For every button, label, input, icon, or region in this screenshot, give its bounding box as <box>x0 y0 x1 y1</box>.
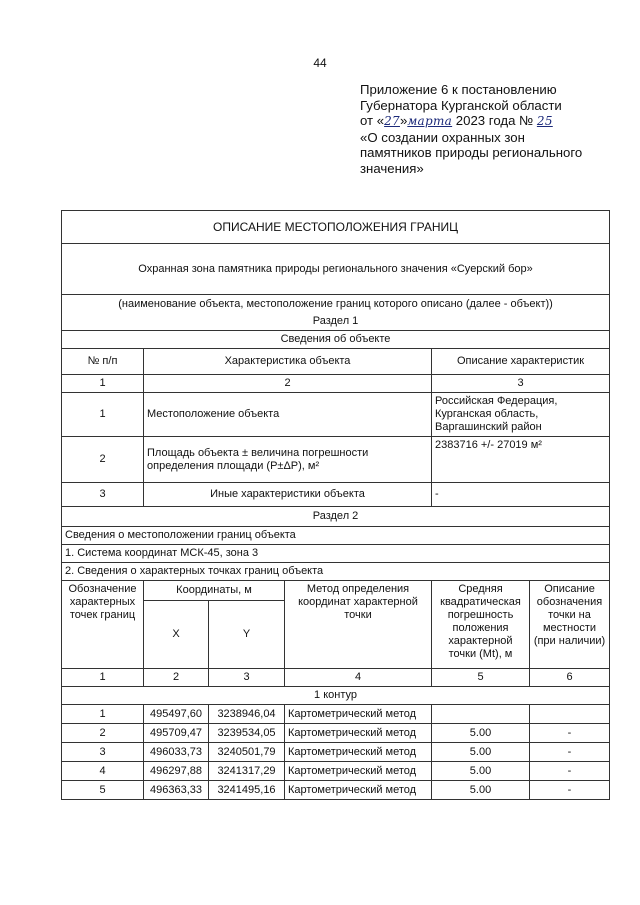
point-error: 5.00 <box>432 743 530 762</box>
object-name: Охранная зона памятника природы регионального значения «Суерский бор» <box>62 244 610 295</box>
s1-colnum-1: 1 <box>62 375 144 393</box>
characteristic-name: Иные характеристики объекта <box>144 483 432 507</box>
appendix-line-6: значения» <box>360 160 424 176</box>
date-prefix: от « <box>360 113 385 128</box>
date-mid: » <box>399 113 408 128</box>
point-method: Картометрический метод <box>285 724 432 743</box>
point-method: Картометрический метод <box>285 705 432 724</box>
point-y: 3241495,16 <box>209 781 285 800</box>
point-row <box>62 743 610 762</box>
header-y: Y <box>209 601 285 669</box>
coordinate-system: 1. Система координат МСК-45, зона 3 <box>62 545 610 563</box>
point-row <box>62 705 610 724</box>
points-title: 2. Сведения о характерных точках границ объекта <box>62 563 610 581</box>
appendix-line-2: Губернатора Курганской области <box>360 97 562 113</box>
point-id: 2 <box>62 724 144 743</box>
point-error: 5.00 <box>432 724 530 743</box>
point-description: - <box>530 743 610 762</box>
section1-title: Раздел 1 <box>62 313 610 331</box>
point-y: 3238946,04 <box>209 705 285 724</box>
s2-colnum-6: 6 <box>530 669 610 687</box>
handwritten-month: марта <box>407 114 453 128</box>
header-error: Средняя квадратическая погрешность положения характерной точки (Mt), м <box>432 581 530 669</box>
point-id: 4 <box>62 762 144 781</box>
point-row <box>62 724 610 743</box>
characteristic-value: Российская Федерация, Курганская область, Варгашинский район <box>432 393 610 437</box>
characteristic-name: Площадь объекта ± величина погрешности определения площади (P±ΔP), м² <box>144 437 432 483</box>
point-x: 495709,47 <box>144 724 209 743</box>
table-row <box>62 483 610 507</box>
characteristic-value: - <box>432 483 610 507</box>
s1-header-characteristic: Характеристика объекта <box>144 349 432 375</box>
characteristic-name: Местоположение объекта <box>144 393 432 437</box>
handwritten-number: 25 <box>536 114 553 128</box>
s1-colnum-2: 2 <box>144 375 432 393</box>
point-description: - <box>530 724 610 743</box>
s1-colnum-3: 3 <box>432 375 610 393</box>
header-coordinates: Координаты, м <box>144 581 285 601</box>
header-description: Описание обозначения точки на местности (при наличии) <box>530 581 610 669</box>
point-description <box>530 705 610 724</box>
appendix-header <box>360 82 630 176</box>
point-x: 496033,73 <box>144 743 209 762</box>
section2-subtitle: Сведения о местоположении границ объекта <box>62 527 610 545</box>
contour-label: 1 контур <box>62 687 610 705</box>
s2-colnum-4: 4 <box>285 669 432 687</box>
s2-colnum-3: 3 <box>209 669 285 687</box>
row-number: 2 <box>62 437 144 483</box>
point-method: Картометрический метод <box>285 781 432 800</box>
point-error: 5.00 <box>432 781 530 800</box>
row-number: 1 <box>62 393 144 437</box>
table-row <box>62 437 610 483</box>
point-error <box>432 705 530 724</box>
handwritten-day: 27 <box>384 114 400 128</box>
s2-colnum-5: 5 <box>432 669 530 687</box>
page-number: 44 <box>313 56 327 70</box>
point-row <box>62 781 610 800</box>
appendix-line-5: памятников природы регионального <box>360 145 583 160</box>
s2-colnum-2: 2 <box>144 669 209 687</box>
point-id: 5 <box>62 781 144 800</box>
header-designation: Обозначение характерных точек границ <box>62 581 144 669</box>
characteristic-value: 2383716 +/- 27019 м² <box>432 437 610 483</box>
point-description: - <box>530 762 610 781</box>
s2-colnum-1: 1 <box>62 669 144 687</box>
boundary-description-table <box>61 210 610 800</box>
point-x: 496363,33 <box>144 781 209 800</box>
section1-subtitle: Сведения об объекте <box>62 331 610 349</box>
object-caption: (наименование объекта, местоположение границ которого описано (далее - объект)) <box>62 295 610 314</box>
appendix-date-line <box>360 113 630 130</box>
row-number: 3 <box>62 483 144 507</box>
header-x: X <box>144 601 209 669</box>
point-error: 5.00 <box>432 762 530 781</box>
point-method: Картометрический метод <box>285 743 432 762</box>
point-description: - <box>530 781 610 800</box>
point-y: 3239534,05 <box>209 724 285 743</box>
point-method: Картометрический метод <box>285 762 432 781</box>
s1-header-description: Описание характеристик <box>432 349 610 375</box>
doc-title: ОПИСАНИЕ МЕСТОПОЛОЖЕНИЯ ГРАНИЦ <box>62 211 610 244</box>
header-method: Метод определения координат характерной точки <box>285 581 432 669</box>
section2-title: Раздел 2 <box>62 507 610 527</box>
appendix-line-4: «О создании охранных зон <box>360 129 525 145</box>
point-x: 495497,60 <box>144 705 209 724</box>
point-id: 1 <box>62 705 144 724</box>
appendix-line-1: Приложение 6 к постановлению <box>360 82 557 97</box>
table-row <box>62 393 610 437</box>
s1-header-num: № п/п <box>62 349 144 375</box>
point-y: 3241317,29 <box>209 762 285 781</box>
point-row <box>62 762 610 781</box>
date-year: 2023 года № <box>452 113 534 128</box>
point-x: 496297,88 <box>144 762 209 781</box>
point-id: 3 <box>62 743 144 762</box>
point-y: 3240501,79 <box>209 743 285 762</box>
